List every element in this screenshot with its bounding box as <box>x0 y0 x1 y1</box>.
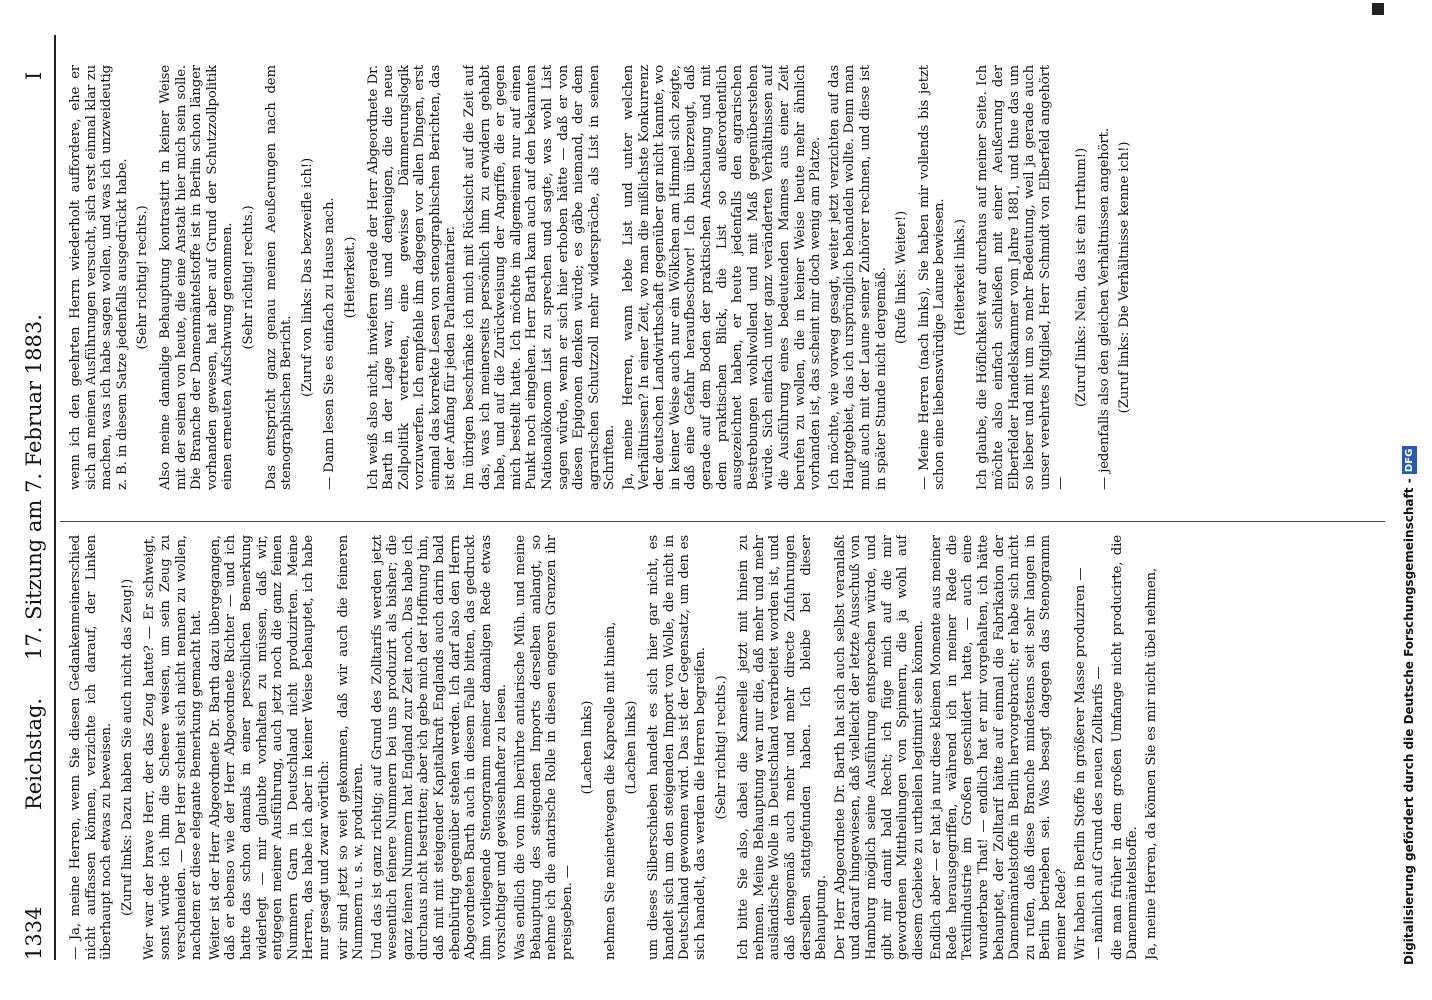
paragraph: Ich bitte Sie also, dabei die Kameelle jetzt mit hinein zu nehmen. Meine Behauptung war nur die, daß mehr und mehr ausländische Wolle in Deutschland verarbeitet worden ist, und daß demgemäß auch mehr und mehr directe Zufuhrungen derselben stattgefunden haben. Ich bleibe bei dieser Behauptung. <box>736 535 830 960</box>
paragraph: — nämlich auf Grund des neuen Zolltarifs — <box>1091 666 1107 960</box>
interjection: (Sehr richtig! rechts.) <box>135 205 151 350</box>
paragraph: wenn ich den geehrten Herrn wiederholt auffordere, ehe er sich an meinen Ausführungen versucht, sich erst einmal klar zu machen, was ich habe sagen wollen, und was ich unzweideutig z. B. in diesem Satze jedenfalls ausgedrückt habe. <box>68 65 130 490</box>
paragraph: um dieses Silberschieben handelt es sich hier gar nicht, es handelt sich um den steigenden Import von Wolle, die nicht in Deutschland gewonnen wird. Das ist der Gegensatz, um den es sich handelt, das werden die Herren begreifen. <box>646 535 708 960</box>
interjection: (Sehr richtig! rechts.) <box>713 675 729 820</box>
paragraph: Endlich aber — er hat ja nur diese kleinen Momente aus meiner Rede herausgegriffen, während ich in meiner Rede die Textilindustrie im Großen geschildert hatte, — auch eine wunderbare That! — endlich hat er mir vorgehalten, ich hätte behauptet, der Zolltarif hätte auf einmal die Fabrikation der Damenmäntelstoffe in Berlin hervorgebracht; er habe sich nicht zu rufen, daß diese Branche mindestens seit sehr langen in Berlin betrieben sei. Was besagt dagegen das Stenogramm meiner Rede? <box>929 535 1070 960</box>
paragraph: — Dann lesen Sie es einfach zu Hause nach. <box>322 197 338 490</box>
dfg-logo: DFG <box>1402 446 1417 474</box>
interjection: (Zuruf links: Dazu haben Sie auch nicht das Zeug!) <box>119 578 135 917</box>
page-number: 1334 <box>22 906 46 960</box>
paragraph: Und das ist ganz richtig; auf Grund des Zolltarifs werden jetzt wesentlich feinere Nummern bei uns produzirt als bisher; die ganz feinen Nummern hat England zur Zeit noch. Das habe ich durchaus nicht bestritten; aber ich gebe mich der Hoffnung hin, daß mit mit steigender Kapitalkraft Englands auch darin bald ebenbürtig gegenüber stehen werden. Ich darf also den Herrn Abgeordneten Barth auch in diesem Falle bitten, das gedruckt ihm vorliegende Stenogramm meiner damaligen Rede etwas vorsichtiger und gewissenhafter zu lesen. <box>369 535 510 960</box>
interjection: (Heiterkeit.) <box>342 236 358 319</box>
paragraph: — Ja, meine Herren, wenn Sie diesen Gedankenmeinerschied nicht auffassen können, verzichte ich darauf, der Linken überhaupt noch etwas zu beweisen. <box>68 535 115 960</box>
digitization-note-text: Digitalisierung gefördert durch die Deutsche Forschungsgemeinschaft - <box>1402 478 1416 965</box>
header-sitting: 17. Sitzung am 7. Februar 1883. <box>22 314 46 660</box>
running-header <box>18 40 58 960</box>
paragraph: Wer war der brave Herr, der das Zeug hatte? — Er schweigt, sonst würde ich ihm die Scheere weisen, um sein Zeug zu verschneiden. — Der Herr scheint sich nicht nennen zu wollen, nachdem er diese elegante Bemerkung gemacht hat. <box>142 535 205 960</box>
left-column <box>68 535 1368 960</box>
paragraph: wir sind jetzt so weit gekommen, daß wir auch die feineren Nummern u. s. w. produziren. <box>335 535 367 960</box>
header-right-marker: I <box>22 71 46 80</box>
paragraph: Das entspricht ganz genau meinen Aeußerungen nach dem stenographischen Bericht. <box>263 65 295 490</box>
interjection: (Zuruf von links: Das bezweifle ich!) <box>299 157 315 398</box>
interjection: (Rufe links: Weiter!) <box>894 210 910 345</box>
paragraph: — jedenfalls also den gleichen Verhältnissen angehört. <box>1096 128 1112 490</box>
right-column <box>68 65 1368 490</box>
interjection: (Sehr richtig! rechts.) <box>240 205 256 350</box>
interjection: (Lachen links) <box>580 700 596 795</box>
paragraph: — Meine Herren (nach links), Sie haben mir vollends bis jetzt schon eine liebenswürdige Laune bewiesen. <box>916 65 948 490</box>
paragraph: Also meine damalige Behauptung kontrastirt in keiner Weise mit der seinen von heute, die eine Anstalt hier mich sein solle. Die Branche der Damenmäntelstoffe ist in Berlin schon länger vorhanden gewesen, hat aber auf Grund der Schutzzollpolitik einen erneuten Aufschwung genommen. <box>157 65 236 490</box>
interjection: (Zuruf links: Nein, das ist ein Irrthum!) <box>1074 148 1090 407</box>
corner-mark <box>1372 3 1384 15</box>
paragraph: nehmen Sie meinetwegen die Kapreolle mit hinein, <box>603 621 618 960</box>
paragraph: Was endlich die von ihm berührte antiarische Müh. und meine Behauptung des steigenden Imports derselben anlangt, so nehme ich die antarische Rolle in diesen engeren Grenzen ihr preisgeben. — <box>513 535 575 960</box>
paragraph: Der Herr Abgeordnete Dr. Barth hat sich auch selbst veranlaßt und darauf hingewiesen, daß vielleicht der letzte Ausschuß von Hamburg möglich seine Ausführung entsprechen würde, und gibt mir damit bald Recht; ich füge mich auf die mir gewordenen Mittheilungen von Spinnern, die ja wohl auf diesem Gebiete zu urtheilen legitimirt sein können. <box>832 535 926 960</box>
paragraph: Ja, meine Herren, da können Sie es mir nicht übel nehmen, <box>1144 567 1159 960</box>
digitization-note <box>1402 45 1422 965</box>
column-divider <box>60 521 1385 522</box>
paragraph: Ich glaube, die Höflichkeit war durchaus auf meiner Seite. Ich möchte also einfach schließen mit einer Aeußerung der Elberfelder Handelskammer vom Jahre 1881, und thue das um so lieber und mit um so mehr Bedeutung, weil ja gerade auch unser verehrtes Mitglied, Herr Schmidt von Elberfeld angehört — <box>975 65 1069 490</box>
paragraph: Im übrigen beschränke ich mich mit Rücksicht auf die Zeit auf das, was ich meinerseits persönlich ihm zu erwidern gehabt habe, und auf die Zurückweisung der Angriffe, die er gegen mich bestellt hatte. Ich möchte im allgemeinen nur auf einen Punkt noch eingehen. Herr Barth kam auch auf den bekannten Nationalökonom List zu sprechen und sagte, was wohl List sagen würde, wenn er sich hier erhoben hätte — daß er von diesen Epigonen denken würde; es gäbe niemand, der dem agrarischen Schutzzoll mehr widerspräche, als List in seinen Schriften. <box>462 65 618 490</box>
paragraph: Ich möchte, wie vorweg gesagt, weiter jetzt verzichten auf das Hauptgebiet, das ich ursprünglich behandeln wollte. Denn man muß auch mit der Laune seiner Zuhörer rechnen, und diese ist in später Stunde nicht dergemäß. <box>826 65 889 490</box>
interjection: (Heiterkeit links.) <box>952 219 968 336</box>
paragraph: die man früher in dem großen Umfange nicht producirte, die Damenmäntelstoffe. <box>1109 535 1141 960</box>
interjection: (Lachen links) <box>623 700 639 795</box>
paragraph: Wir haben in Berlin Stoffe in größerer Masse produziren — <box>1072 567 1088 960</box>
header-rule <box>54 35 56 960</box>
paragraph: Ja, meine Herren, wann lebte List und unter welchen Verhältnissen? In einer Zeit, wo man die mißlichste Konkurrenz der deutschen Landwirthschaft gegenüber gar nicht kannte, wo in keiner Weise auch nur ein Wölkchen am Himmel sich zeigte, daß eine Gefahr heraufbeschwor! Ich bin überzeugt, daß gerade auf dem Boden der praktischen Anschauung und mit dem praktischen Blick, die List so außerordentlich ausgezeichnet haben, er heute jedenfalls den agrarischen Bestrebungen wohlwollend und mit Maß gegenüberstehen würde. Sich einfach unter ganz veränderten Verhältnissen auf die Ausführung eines bedeutenden Mannes aus einer Zeit berufen zu wollen, die in keiner Weise heute mehr ähnlich vorhanden ist, das scheint mir doch wenig am Platze. <box>621 65 824 490</box>
paragraph: Weiter ist der Herr Abgeordnete Dr. Barth dazu übergegangen, daß er ebenso wie der Herr Abgeordnete Richter — und ich hatte das schon damals in einer persönlichen Bemerkung widerlegt — mir glaubte vorhalten zu müssen, daß wir, entgegen meiner Ausführung, auch jetzt noch die ganz feinen Nummern Garn in Deutschland nicht produzirten. Meine Herren, das habe ich aber in keiner Weise behauptet, ich habe nur gesagt und zwar wörtlich: <box>207 535 332 960</box>
paragraph: Ich weiß also nicht, inwiefern gerade der Herr Abgeordnete Dr. Barth in der Lage war, uns und denjenigen, die die neue Zollpolitik vertreten, eine gewisse Dämmerungslogik vorzuwerfen. Ich empfehle ihm dagegen vor allen Dingen, erst einmal das korrekte Lesen von stenographischen Berichten, das ist der Anfang für jeden Parlamentarier. <box>365 65 459 490</box>
interjection: (Zuruf links: Die Verhältnisse kenne ich!) <box>1117 141 1133 414</box>
header-left-label: Reichstag. <box>22 697 46 810</box>
